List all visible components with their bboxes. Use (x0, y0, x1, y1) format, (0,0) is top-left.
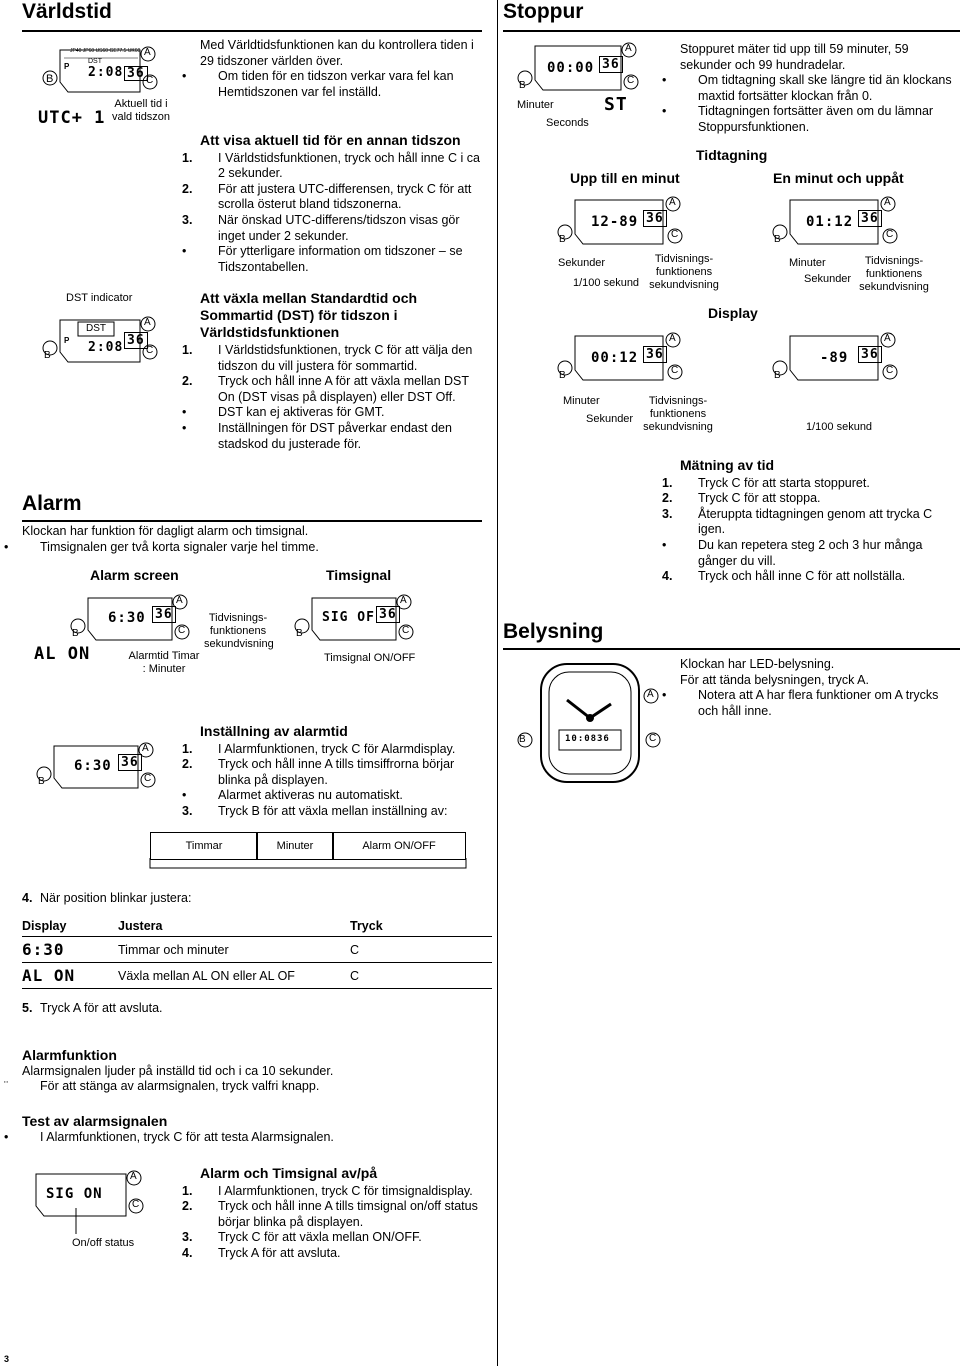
step-4: 4. När position blinkar justera: (22, 891, 192, 905)
table-header-row (22, 916, 492, 937)
btn-b-label: B (296, 628, 303, 639)
en-minut-och-uppat-title: En minut och uppåt (773, 170, 904, 186)
watch-illustration-timsignal (292, 590, 416, 650)
caption-on-off-status: On/off status (72, 1237, 135, 1249)
btn-a-label: A (144, 317, 151, 328)
page-number: 3 (4, 1354, 10, 1364)
lcd-main: 01:12 (806, 214, 854, 230)
caption-minuter: Minuter (517, 99, 554, 111)
lcd-main: 12-89 (591, 214, 639, 230)
belysning-text (662, 657, 955, 719)
step-2: 2. Tryck C för att stoppa. (662, 491, 821, 506)
section-av-pa (182, 1165, 490, 1262)
side-display-al-on: AL ON (34, 644, 91, 664)
step-3: 3. När önskad UTC-differens/tidszon visas gör inget under 2 sekunder. (182, 212, 460, 243)
btn-a-label: A (647, 689, 654, 700)
caption-timsignal: Timsignal ON/OFF (324, 652, 416, 664)
lcd-main: 00:00 (547, 60, 595, 76)
side-display-st: ST (604, 94, 628, 115)
bullet: • Inställningen för DST påverkar endast den stadskod du justerade för. (182, 420, 452, 451)
lcd-sub: 36 (858, 346, 882, 363)
bullet: • DST kan ej aktiveras för GMT. (182, 405, 385, 420)
section-matning (662, 457, 955, 585)
lcd-main: 10:08 (565, 734, 598, 744)
caption-dst-indicator: DST indicator (66, 292, 133, 304)
section-alarmfunktion (4, 1047, 482, 1095)
bullet: ¨ För att stänga av alarmsignalen, tryck valfri knapp. (4, 1079, 320, 1094)
caption-hundradel: 1/100 sekund (573, 277, 640, 289)
btn-b-label: B (774, 370, 781, 381)
btn-b-label: B (38, 776, 45, 787)
timsignal-title: Timsignal (326, 567, 392, 583)
analog-watch-face-icon (515, 660, 665, 788)
btn-a-label: A (669, 197, 676, 208)
column-header: Justera (118, 916, 350, 937)
step-4: 4. Tryck A för att avsluta. (182, 1245, 341, 1260)
stoppur-intro (662, 42, 955, 136)
caption-hundradel: 1/100 sekund (806, 421, 873, 433)
paragraph: Alarmsignalen ljuder på inställd tid och i ca 10 sekunder. (22, 1063, 334, 1078)
watch-illustration-dst (40, 312, 160, 372)
step-2: 2. Tryck och håll inne A för att växla mellan DST On (DST visas på displayen) eller DST Off. (182, 374, 469, 404)
watch-face-icon (16, 1168, 146, 1238)
alarm-paragraph: Klockan har funktion för dagligt alarm och timsignal. (22, 524, 309, 538)
btn-c-label: C (178, 625, 186, 636)
section-annan-tidszon (182, 132, 485, 275)
section-title: Test av alarmsignalen (22, 1113, 168, 1129)
alarm-intro (4, 524, 482, 555)
bullet: • Tidtagningen fortsätter även om du lämnar Stoppursfunktionen. (662, 104, 934, 134)
bullet: • Alarmet aktiveras nu automatiskt. (182, 788, 403, 803)
step-1: 1. I Världstidsfunktionen, tryck och håll inne C i ca 2 sekunder. (182, 150, 480, 181)
btn-c-label: C (627, 75, 635, 86)
btn-c-label: C (146, 345, 154, 356)
lcd-main: 00:12 (591, 350, 639, 366)
watch-illustration-stoppur (515, 38, 641, 98)
sequence-loop-arrow-icon (140, 858, 474, 872)
watch-illustration-over (770, 192, 900, 252)
lcd-sub: 36 (597, 734, 610, 744)
lcd-sub: 36 (643, 210, 667, 227)
btn-c-label: C (146, 75, 154, 86)
step-1: 1. I Alarmfunktionen, tryck C för timsignaldisplay. (182, 1183, 473, 1198)
watch-illustration-setting (34, 738, 158, 798)
caption-seconds: Seconds (546, 117, 589, 129)
sequence-box-alarm-on-off: Alarm ON/OFF (332, 832, 466, 860)
paragraph: För att tända belysningen, tryck A. (680, 672, 869, 687)
caption-sekunder: Sekunder (586, 413, 634, 425)
bullet: • Notera att A har flera funktioner om A trycks och håll inne. (662, 688, 939, 718)
paragraph: Klockan har LED-belysning. (680, 657, 835, 671)
section-title: Att växla mellan Standardtid och Sommartid (DST) för tidszon i Världstidsfunktionen (200, 290, 418, 340)
btn-a-label: A (884, 197, 891, 208)
step-3: 3. Återuppta tidtagningen genom att trycka C igen. (662, 506, 933, 537)
btn-b-label: B (559, 370, 566, 381)
lcd-sub: 36 (858, 210, 882, 227)
lcd-main: 6:30 (108, 610, 146, 626)
watch-illustration-alarm (68, 590, 192, 650)
section-dst (182, 290, 485, 452)
lcd-main: SIG ON (46, 1186, 103, 1202)
btn-c-label: C (886, 365, 894, 376)
tidtagning-title: Tidtagning (696, 147, 768, 163)
btn-b-label: B (559, 234, 566, 245)
section-installning (182, 723, 490, 820)
section-heading-alarm: Alarm (22, 492, 82, 515)
step-1: 1. I Alarmfunktionen, tryck C för Alarmdisplay. (182, 741, 456, 756)
heading-rule (503, 648, 960, 650)
side-display-utc: UTC+ 1 (38, 108, 106, 128)
caption-minuter: Minuter (563, 395, 600, 407)
table-cell: C (350, 937, 492, 963)
section-title: Mätning av tid (680, 457, 775, 473)
caption-alarmtid: Alarmtid Timar : Minuter (128, 650, 200, 675)
p-label: P (64, 62, 70, 71)
step-1: 1. Tryck C för att starta stoppuret. (662, 475, 870, 490)
step-2: 2. För att justera UTC-differensen, tryck C för att scrolla österut bland tidszonerna. (182, 181, 472, 212)
paragraph: Stoppuret mäter tid upp till 59 minuter, 59 sekunder och 99 hundradelar. (680, 42, 909, 72)
section-title: Alarm och Timsignal av/på (200, 1165, 378, 1181)
intro-bullet: • Om tiden för en tidszon verkar vara fel kan Hemtidszonen var fel inställd. (182, 69, 454, 99)
btn-b-label: B (519, 80, 526, 91)
btn-a-label: A (884, 333, 891, 344)
caption-sekunder: Sekunder (804, 273, 852, 285)
caption-tidvisning: Tidvisnings-funktionens sekundvisning (649, 253, 719, 291)
btn-a-label: A (176, 595, 183, 606)
table-cell: 6:30 (22, 937, 118, 963)
table-cell: C (350, 963, 492, 989)
btn-b-label: B (44, 350, 51, 361)
p-label: P (64, 336, 70, 345)
heading-rule (22, 30, 482, 32)
upp-till-en-minut-title: Upp till en minut (570, 170, 680, 186)
section-title: Inställning av alarmtid (200, 723, 348, 739)
lcd-sub: 36 (376, 606, 400, 623)
section-heading-stoppur: Stoppur (503, 0, 584, 23)
btn-c-label: C (144, 773, 152, 784)
intro-paragraph: Med Världtidsfunktionen kan du kontrollera tiden i 29 tidszoner världen över. (200, 38, 474, 68)
btn-c-label: C (132, 1199, 140, 1210)
bullet: • För ytterligare information om tidszoner – se Tidszontabellen. (182, 244, 463, 274)
btn-a-label: A (625, 43, 632, 54)
step-2: 2. Tryck och håll inne A tills timsignal on/off status börjar blinka på displayen. (182, 1199, 478, 1229)
column-header: Display (22, 916, 118, 937)
btn-a-label: A (400, 595, 407, 606)
btn-c-label: C (671, 365, 679, 376)
btn-c-label: C (886, 229, 894, 240)
step-4: 4. Tryck och håll inne C för att nollställa. (662, 569, 906, 584)
step-3: 3. Tryck B för att växla mellan inställning av: (182, 803, 448, 818)
lcd-main: -89 (820, 350, 849, 366)
btn-b-label: B (774, 234, 781, 245)
alarm-screen-title: Alarm screen (90, 567, 179, 583)
section-test (4, 1113, 482, 1145)
step-3: 3. Tryck C för att växla mellan ON/OFF. (182, 1230, 422, 1245)
heading-rule (22, 520, 482, 522)
step-2: 2. Tryck och håll inne A tills timsiffrorna börjar blinka på displayen. (182, 757, 455, 787)
svg-text:B: B (46, 73, 54, 85)
caption-tidvisning: Tidvisnings-funktionens sekundvisning (643, 395, 713, 433)
step-5: 5. Tryck A för att avsluta. (22, 1001, 163, 1015)
btn-b-label: B (72, 628, 79, 639)
watch-illustration-upp (555, 192, 685, 252)
bullet: • Om tidtagning skall ske längre tid än klockans maxtid fortsätter klockan från 0. (662, 73, 952, 103)
lcd-main: SIG OF (322, 610, 375, 625)
btn-a-label: A (142, 743, 149, 754)
btn-c-label: C (671, 229, 679, 240)
btn-c-label: C (402, 625, 410, 636)
bullet: • I Alarmfunktionen, tryck C för att testa Alarmsignalen. (4, 1129, 334, 1144)
watch-illustration (40, 42, 160, 102)
lcd-main: 2:08 (88, 65, 124, 80)
column-divider (497, 0, 498, 1366)
section-heading-varldstid: Världstid (22, 0, 112, 23)
lcd-sub: 36 (118, 754, 142, 771)
lcd-sub: 36 (599, 56, 623, 73)
lcd-sub: 36 (124, 66, 148, 81)
table-cell: Växla mellan AL ON eller AL OF (118, 963, 350, 989)
dst-label: DST (88, 58, 102, 65)
lcd-main: 2:08 (88, 340, 124, 355)
table-row (22, 963, 492, 989)
watch-illustration-onoff (16, 1168, 146, 1238)
section-heading-belysning: Belysning (503, 620, 604, 643)
varldstid-intro (182, 38, 485, 100)
btn-a-label: A (130, 1171, 137, 1182)
btn-c-label: C (649, 733, 657, 744)
lcd-main: 6:30 (74, 758, 112, 774)
display-title: Display (708, 305, 758, 321)
btn-b-label: B (519, 734, 526, 745)
caption-tidvisning: Tidvisnings-funktionens sekundvisning (859, 255, 929, 293)
btn-a-label: A (669, 333, 676, 344)
dst-indicator-label: DST (86, 323, 106, 334)
lcd-sub: 36 (124, 332, 148, 349)
caption-minuter: Minuter (789, 257, 826, 269)
lcd-sub: 36 (643, 346, 667, 363)
watch-illustration-display-2 (770, 328, 900, 388)
adjust-table (22, 916, 492, 989)
table-row (22, 937, 492, 963)
watch-illustration-display-1 (555, 328, 685, 388)
section-title: Att visa aktuell tid för en annan tidszon (200, 132, 461, 148)
caption-tidvisning: Tidvisnings-funktionens sekundvisning (204, 612, 274, 650)
sequence-box-minuter: Minuter (256, 832, 334, 860)
table-cell: AL ON (22, 963, 118, 989)
bullet: • Du kan repetera steg 2 och 3 hur många gånger du vill. (662, 537, 923, 568)
column-header: Tryck (350, 916, 492, 937)
heading-rule (503, 30, 960, 32)
step-1: 1. I Världstidsfunktionen, tryck C för att välja den tidszon du vill justera för sommartid. (182, 343, 473, 373)
watch-top-labels: JP40 JP60 US60 GE77.5 UK60 (70, 48, 141, 54)
btn-a-label: A (144, 47, 151, 58)
sequence-box-timmar: Timmar (150, 832, 258, 860)
alarm-bullet: • Timsignalen ger två korta signaler varje hel timme. (4, 539, 319, 554)
section-title: Alarmfunktion (22, 1047, 117, 1063)
lcd-sub: 36 (152, 606, 176, 623)
analog-watch-illustration (515, 660, 665, 788)
table-cell: Timmar och minuter (118, 937, 350, 963)
caption-sekunder: Sekunder (558, 257, 606, 269)
caption-aktuell-tid: Aktuell tid i vald tidszon (111, 98, 171, 123)
